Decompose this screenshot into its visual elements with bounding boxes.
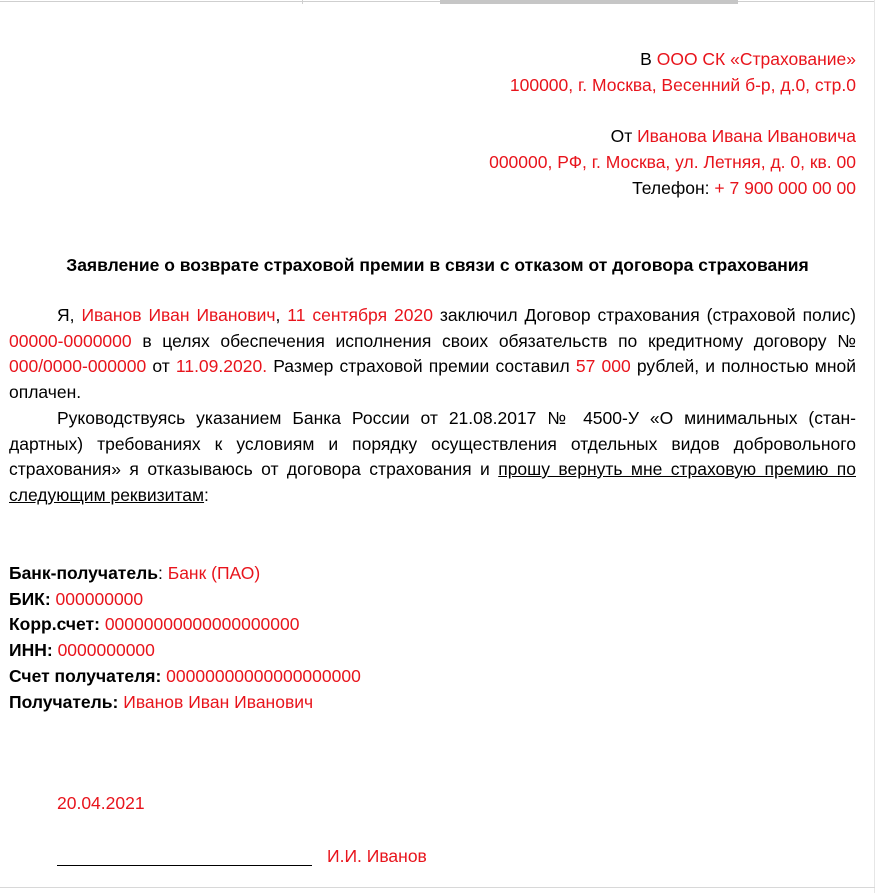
phone-value: + 7 900 000 00 00 <box>714 178 856 198</box>
paragraph-contract <box>9 303 856 405</box>
text-fragment: Руководствуясь указанием Банка России от 21.08.2017 № 4500-У «О минимальных (стандартных) требованиях к условиям и порядку осуществления отдельных видов добровольного страхования» я отказываюсь от договора страхования и <box>9 408 856 479</box>
requisite-value: 00000000000000000000 <box>104 614 300 635</box>
requisite-label: Счет получателя: <box>9 665 162 686</box>
sender-line <box>611 123 856 149</box>
bank-requisites <box>9 561 361 715</box>
text-fragment: : <box>204 484 209 505</box>
requisite-label: Получатель: <box>9 691 119 712</box>
requisite-value: Иванов Иван Иванович <box>123 691 314 712</box>
requisite-label: Корр.счет: <box>9 614 100 635</box>
text-fragment: заключил Договор страхования (страховой полис) <box>439 305 856 325</box>
recipient-company: ООО СК «Страхование» <box>656 49 856 69</box>
requisite-value: 000000000 <box>55 588 144 609</box>
ruler-segment <box>0 1 440 2</box>
requisite-row <box>9 664 361 690</box>
text-fragment: Размер страховой премии составил <box>273 356 570 376</box>
ruler-scroll-thumb[interactable] <box>440 0 738 4</box>
policy-number: 00000-0000000 <box>9 330 132 351</box>
paragraph-request <box>9 406 856 508</box>
requisite-row <box>9 587 361 613</box>
text-fragment: в целях обеспечения исполнения своих обязательств по кредитному договору № <box>142 330 856 351</box>
text-fragment: рублей, и полностью мной оплачен. <box>9 356 856 402</box>
requisite-value: 0000000000 <box>57 640 155 661</box>
recipient-prefix: В <box>640 49 652 69</box>
signature-name: И.И. Иванов <box>327 846 427 866</box>
requisite-row <box>9 638 361 664</box>
signature-date: 20.04.2021 <box>57 793 145 813</box>
ruler-segment <box>738 1 875 2</box>
recipient-address: 100000, г. Москва, Весенний б-р, д.0, стр.0 <box>509 75 856 95</box>
requisite-value: 00000000000000000000 <box>166 665 361 686</box>
text-fragment: от <box>152 356 170 376</box>
sender-prefix: От <box>610 126 633 146</box>
premium-amount: 57 000 <box>575 356 631 376</box>
insured-name: Иванов Иван Иванович <box>81 305 276 325</box>
requisite-value: Банк (ПАО) <box>167 563 261 583</box>
sender-name: Иванова Ивана Ивановича <box>637 126 856 146</box>
ruler-tick <box>302 0 303 4</box>
requisite-label: Банк-получатель <box>9 563 158 583</box>
loan-date: 11.09.2020. <box>175 356 268 376</box>
request-underlined: прошу вернуть мне страховую премию по следующим реквизитам <box>9 459 856 505</box>
signature-line <box>57 865 312 866</box>
requisite-row <box>9 561 361 587</box>
ruler-top <box>0 0 875 4</box>
contract-date: 11 сентября 2020 <box>287 305 433 325</box>
text-fragment: , <box>275 305 281 325</box>
requisite-row <box>9 612 361 638</box>
requisite-separator: : <box>157 563 168 583</box>
document-title: Заявление о возврате страховой премии в связи с отказом от договора страхования <box>66 255 809 275</box>
page-bottom-border <box>0 887 875 888</box>
requisite-label: ИНН: <box>9 640 53 661</box>
text-fragment: Я, <box>57 305 75 325</box>
sender-phone-line <box>632 175 856 201</box>
recipient-line <box>640 46 856 72</box>
requisite-label: БИК: <box>9 588 51 609</box>
sender-address: 000000, РФ, г. Москва, ул. Летняя, д. 0, кв. 00 <box>489 152 856 172</box>
phone-label: Телефон: <box>632 178 710 198</box>
loan-number: 000/0000-000000 <box>9 356 147 376</box>
requisite-row <box>9 690 361 716</box>
